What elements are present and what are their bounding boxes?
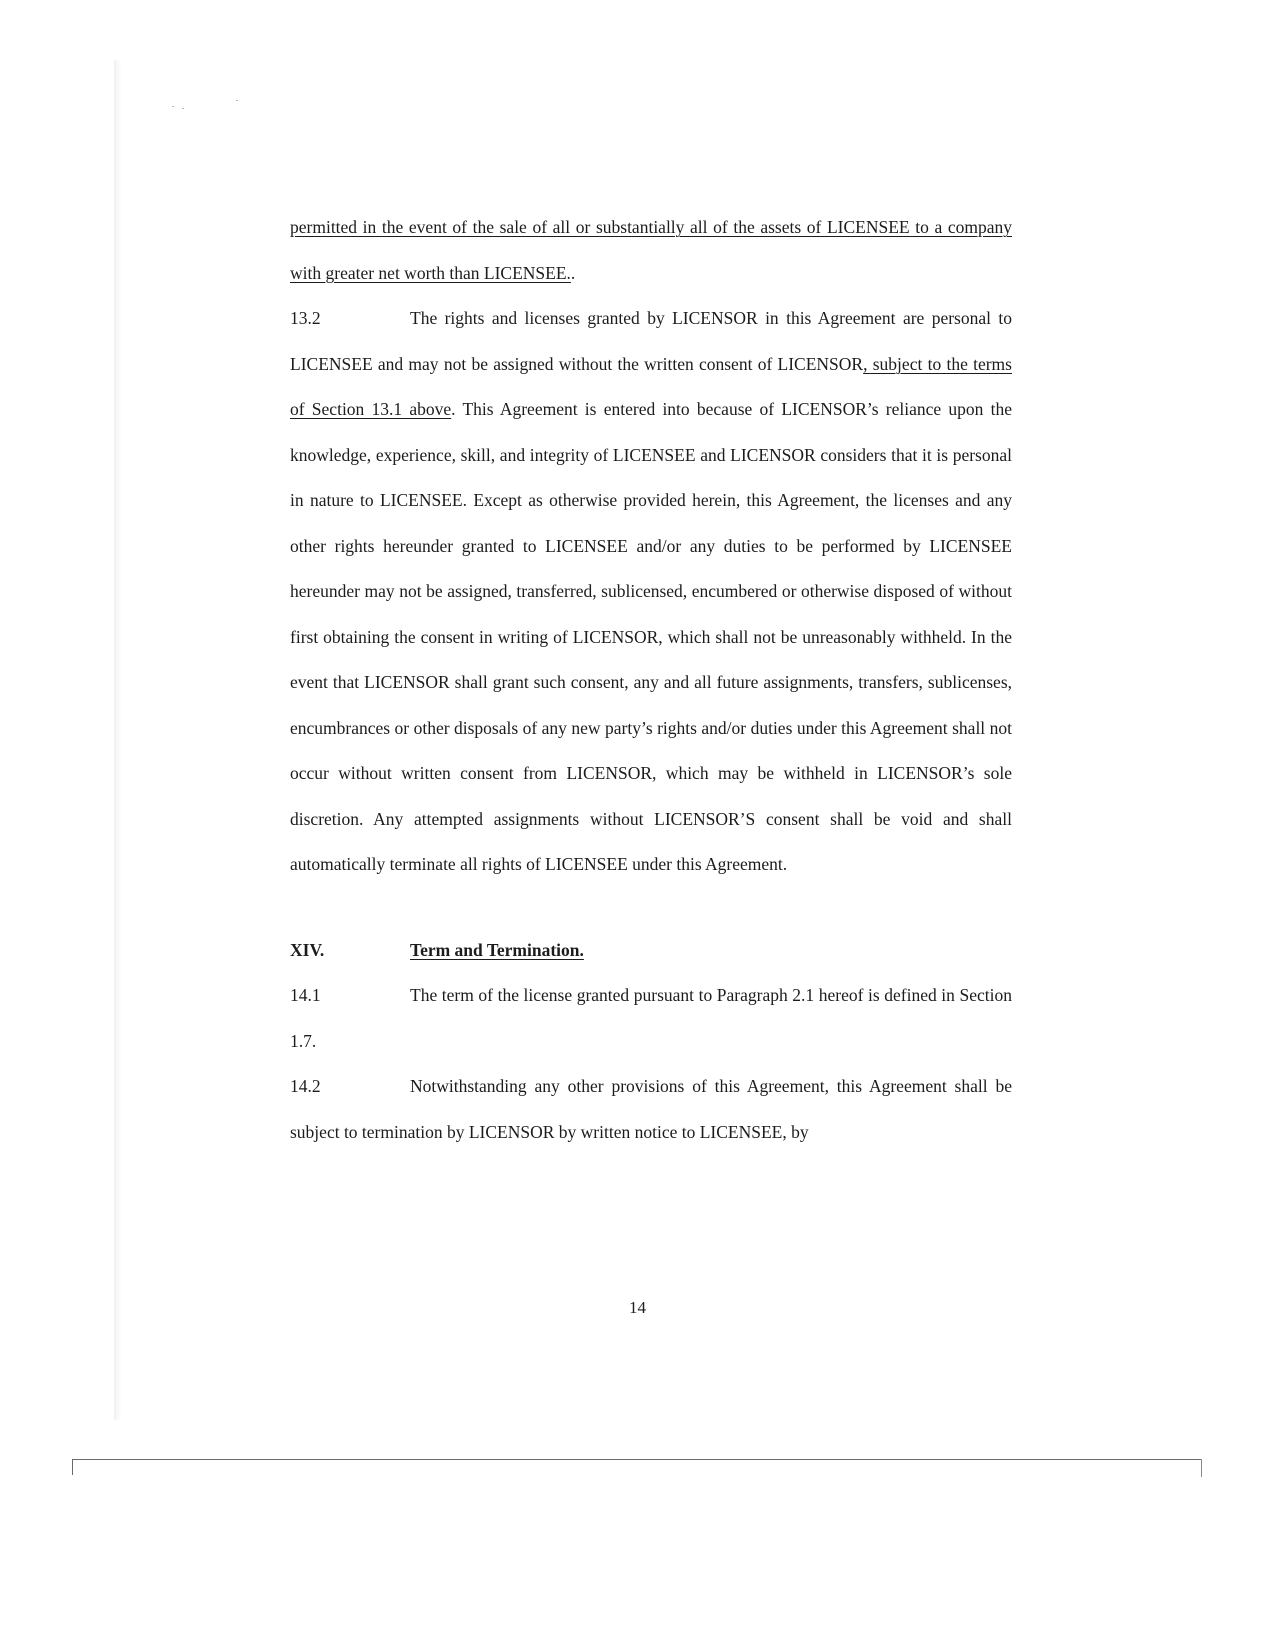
section-14-1-paragraph (290, 973, 1012, 1064)
continuation-trailing-period: . (570, 262, 576, 283)
section-spacer (290, 888, 1012, 928)
section-14-1-number: 14.1 (290, 985, 321, 1005)
page-bottom-rule (72, 1459, 1202, 1460)
page-bottom-rule-left-tick (72, 1459, 73, 1475)
section-13-2-number: 13.2 (290, 308, 321, 328)
section-14-2-number: 14.2 (290, 1076, 321, 1096)
article-xiv-number: XIV. (290, 939, 325, 960)
continuation-underlined-text: permitted in the event of the sale of all or substantially all of the assets of LICENSEE to a company with greater net worth than LICENSEE. (290, 217, 1012, 283)
section-14-2-paragraph (290, 1064, 1012, 1155)
article-xiv-title: Term and Termination. (410, 939, 584, 960)
continuation-paragraph (290, 205, 1012, 296)
section-14-2-text: Notwithstanding any other provisions of this Agreement, this Agreement shall be subject to termination by LICENSOR by written notice to LICENSEE, by (290, 1076, 1012, 1142)
document-body (290, 205, 1012, 1155)
page-number: 14 (629, 1298, 646, 1317)
page-bottom-rule-right-tick (1201, 1459, 1202, 1477)
section-13-2-underlined-amendment: , subject to the terms of Section 13.1 above (290, 353, 1012, 419)
scan-edge-shadow (114, 60, 122, 1420)
section-13-2-text-part-2: . This Agreement is entered into because of LICENSOR’s reliance upon the knowledge, experience, skill, and integrity of LICENSEE and LICENSOR considers that it is personal in nature to LICENSEE. Except as otherwise provided herein, this Agreement, the licenses and any other rights hereunder granted to LICENSEE and/or any duties to be performed by LICENSEE hereunder may not be assigned, transferred, sublicensed, encumbered or otherwise disposed of without first obtaining the consent in writing of LICENSOR, which shall not be unreasonably withheld. In the event that LICENSOR shall grant such consent, any and all future assignments, transfers, sublicenses, encumbrances or other disposals of any new party’s rights and/or duties under this Agreement shall not occur without written consent from LICENSOR, which may be withheld in LICENSOR’s sole discretion. Any attempted assignments without LICENSOR’S consent shall be void and shall automatically terminate all rights of LICENSEE under this Agreement. (290, 399, 1012, 874)
scan-specks (172, 100, 252, 114)
section-14-1-text: The term of the license granted pursuant to Paragraph 2.1 hereof is defined in Section 1.7. (290, 985, 1012, 1051)
section-13-2-text-part-1: The rights and licenses granted by LICENSOR in this Agreement are personal to LICENSEE and may not be assigned without the written consent of LICENSOR (290, 308, 1012, 374)
section-13-2-paragraph (290, 296, 1012, 888)
article-xiv-heading (290, 928, 1012, 974)
